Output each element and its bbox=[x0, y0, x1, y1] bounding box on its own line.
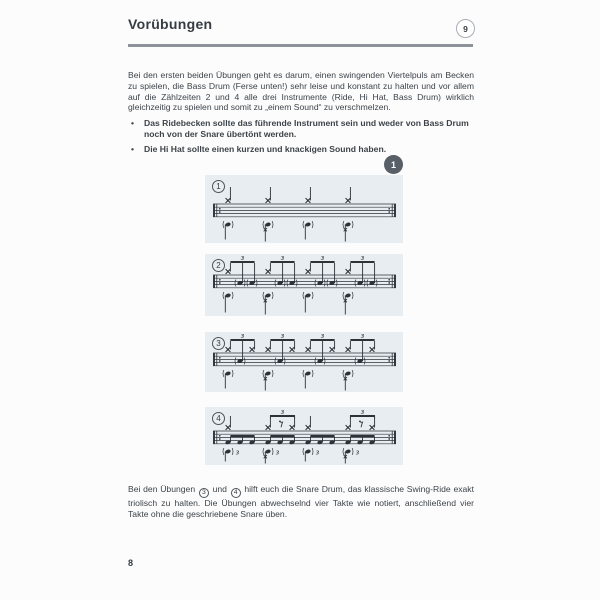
svg-text:3: 3 bbox=[280, 333, 285, 340]
svg-text:3: 3 bbox=[280, 255, 285, 262]
bullet-text: Das Ridebecken sollte das führende Instrument sein und weder von Bass Drum noch von der Snare übertönt werden. bbox=[144, 118, 469, 139]
bullet-item bbox=[131, 118, 474, 140]
outro-text: hilft euch die Snare Drum, das klassische Swing-Ride exakt triolisch zu halten. Die Übungen abwechselnd vier Takte wie notiert, anschließend vier Takte ohne die geschriebene Snare üben. bbox=[128, 484, 474, 519]
drum-notation-staff bbox=[205, 175, 403, 243]
exercise-block bbox=[205, 407, 403, 465]
exercise-number: 1 bbox=[212, 180, 225, 193]
outro-text: und bbox=[209, 484, 230, 494]
page-title: Vorübungen bbox=[128, 16, 213, 32]
svg-text:3: 3 bbox=[360, 409, 365, 416]
drum-notation-staff bbox=[205, 254, 403, 316]
drum-notation-staff bbox=[205, 332, 403, 392]
drum-notation-staff bbox=[205, 407, 403, 465]
svg-text:3: 3 bbox=[280, 409, 285, 416]
svg-text:3: 3 bbox=[360, 333, 365, 340]
bullet-marker: • bbox=[131, 143, 135, 154]
svg-text:3: 3 bbox=[275, 449, 280, 457]
bullet-marker: • bbox=[131, 118, 135, 128]
exercise-block bbox=[205, 254, 403, 316]
exercise-number: 4 bbox=[212, 412, 225, 425]
svg-text:3: 3 bbox=[240, 333, 245, 340]
intro-paragraph: Bei den ersten beiden Übungen geht es darum, einen swingenden Viertelpuls am Becken zu spielen, die Bass Drum (Ferse unten!) sehr leise und konstant zu halten und vor allem auf die Zählzeiten 2 und 4 alle drei Instrumente (Ride, Hi Hat, Bass Drum) wirklich gleichzeitig zu spielen und somit zu „einem Sound“ zu verschmelzen. bbox=[128, 70, 474, 113]
bullet-list bbox=[131, 118, 474, 158]
exercise-number: 2 bbox=[212, 259, 225, 272]
svg-text:3: 3 bbox=[235, 449, 240, 457]
bullet-text: Die Hi Hat sollte einen kurzen und knackigen Sound haben. bbox=[144, 143, 387, 154]
bullet-item bbox=[131, 144, 474, 155]
inline-circled-number: 4 bbox=[231, 488, 241, 498]
chapter-page-badge-number: 9 bbox=[463, 23, 468, 34]
exercise-block bbox=[205, 332, 403, 392]
outro-text: Bei den Übungen bbox=[128, 484, 198, 494]
svg-text:3: 3 bbox=[320, 333, 325, 340]
inline-circled-number: 3 bbox=[199, 488, 209, 498]
svg-text:3: 3 bbox=[240, 255, 245, 262]
outro-paragraph bbox=[128, 484, 474, 519]
svg-text:3: 3 bbox=[320, 255, 325, 262]
exercise-group-badge bbox=[384, 155, 403, 174]
svg-text:3: 3 bbox=[360, 255, 365, 262]
svg-text:3: 3 bbox=[355, 449, 360, 457]
svg-text:3: 3 bbox=[315, 449, 320, 457]
exercise-number: 3 bbox=[212, 337, 225, 350]
chapter-page-badge bbox=[456, 19, 475, 38]
page-number: 8 bbox=[128, 558, 134, 568]
exercise-group-badge-number: 1 bbox=[390, 159, 396, 170]
title-rule bbox=[128, 44, 473, 47]
exercise-block bbox=[205, 175, 403, 243]
